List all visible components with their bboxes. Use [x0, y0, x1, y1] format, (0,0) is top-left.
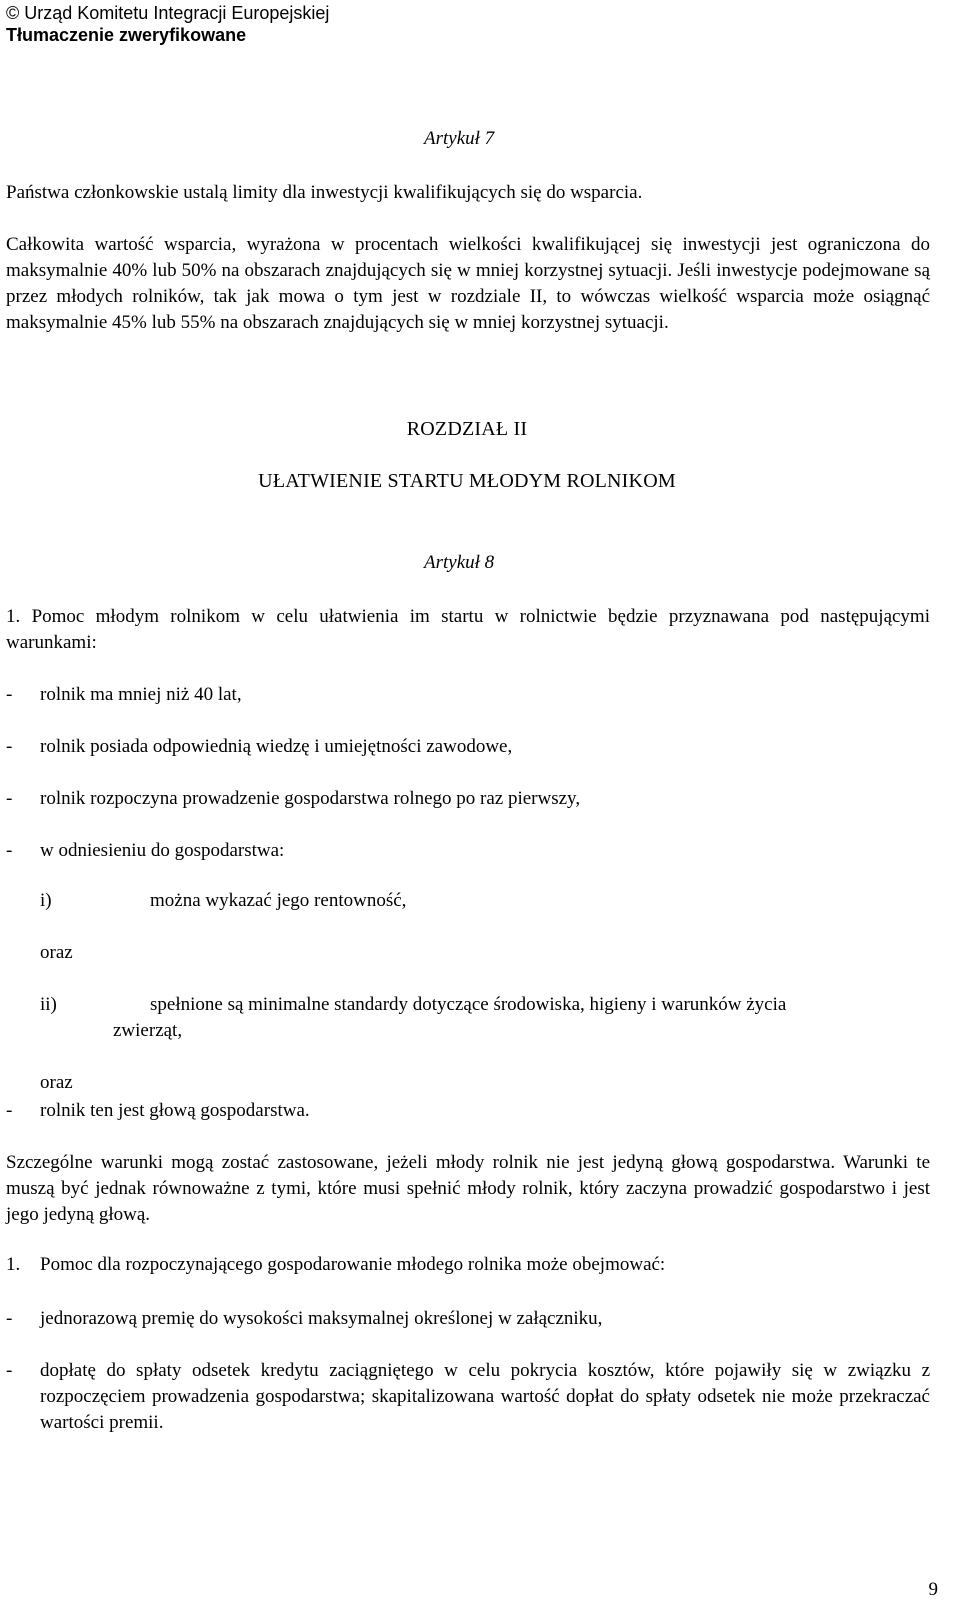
- sub-item-ii-text-line-2: zwierząt,: [113, 1020, 183, 1041]
- article-7-paragraph-1: Państwa członkowskie ustalą limity dla inwestycji kwalifikujących się do wsparcia.: [6, 182, 643, 203]
- dash-marker: -: [6, 788, 13, 809]
- dash-marker: -: [6, 736, 13, 757]
- point-text: Pomoc dla rozpoczynającego gospodarowanie młodego rolnika może obejmować:: [40, 1254, 666, 1275]
- article-8-title: Artykuł 8: [424, 552, 495, 573]
- verified-translation-label: Tłumaczenie zweryfikowane: [6, 25, 247, 45]
- document-header: [6, 2, 329, 46]
- condition-text: w odniesieniu do gospodarstwa:: [40, 840, 285, 861]
- condition-text: rolnik ma mniej niż 40 lat,: [40, 684, 242, 705]
- support-item-premium: [6, 1306, 930, 1332]
- dash-marker: -: [6, 1100, 13, 1121]
- oraz-connector-1: oraz: [40, 942, 73, 963]
- condition-text: rolnik ten jest głową gospodarstwa.: [40, 1100, 310, 1121]
- sub-item-i-text: można wykazać jego rentowność,: [150, 890, 407, 911]
- condition-item-age: [6, 682, 930, 708]
- copyright-line: © Urząd Komitetu Integracji Europejskiej: [6, 3, 330, 23]
- condition-text: rolnik posiada odpowiednią wiedzę i umiejętności zawodowe,: [40, 736, 513, 757]
- chapter-number: ROZDZIAŁ II: [406, 418, 528, 440]
- sub-item-i-marker: i): [40, 890, 52, 911]
- article-8-intro: 1. Pomoc młodym rolnikom w celu ułatwienia im startu w rolnictwie będzie przyznawana pod następującymi warunkami:: [6, 606, 930, 653]
- article-7-title: Artykuł 7: [424, 128, 495, 149]
- condition-item-farm: [6, 838, 930, 864]
- support-text: jednorazową premię do wysokości maksymalnej określonej w załączniku,: [40, 1308, 603, 1329]
- condition-item-skills: [6, 734, 930, 760]
- oraz-connector-2: oraz: [40, 1072, 73, 1093]
- support-item-interest-subsidy: [6, 1358, 930, 1436]
- sub-item-ii-text-line-1: spełnione są minimalne standardy dotyczące środowiska, higieny i warunków życia: [150, 994, 787, 1015]
- dash-marker: -: [6, 1360, 13, 1381]
- condition-item-head-of-farm: [6, 1098, 930, 1124]
- point-number: 1.: [6, 1254, 21, 1275]
- support-text: dopłatę do spłaty odsetek kredytu zaciągniętego w celu pokrycia kosztów, które pojawiły się w związku z rozpoczęciem prowadzenia gospodarstwa; skapitalizowana wartość dopłat do spłaty odsetek nie może przekraczać wartości premii.: [40, 1360, 930, 1433]
- sub-item-ii-marker: ii): [40, 994, 57, 1015]
- page-number: 9: [928, 1579, 938, 1600]
- condition-text: rolnik rozpoczyna prowadzenie gospodarstwa rolnego po raz pierwszy,: [40, 788, 581, 809]
- article-7-paragraph-2: Całkowita wartość wsparcia, wyrażona w procentach wielkości kwalifikującej się inwestycji jest ograniczona do maksymalnie 40% lub 50% na obszarach znajdujących się w mniej korzystnej sytuacji. Jeśli inwestycje podejmowane są przez młodych rolników, tak jak mowa o tym jest w rozdziale II, to wówczas wielkość wsparcia może osiągnąć maksymalnie 45% lub 55% na obszarach znajdujących się w mniej korzystnej sytuacji.: [6, 234, 930, 333]
- special-conditions-paragraph: Szczególne warunki mogą zostać zastosowane, jeżeli młody rolnik nie jest jedyną głową gospodarstwa. Warunki te muszą być jednak równoważne z tymi, które musi spełnić młody rolnik, który zaczyna prowadzić gospodarstwo i jest jego jedyną głową.: [6, 1152, 930, 1225]
- chapter-title: UŁATWIENIE STARTU MŁODYM ROLNIKOM: [258, 470, 676, 492]
- dash-marker: -: [6, 684, 13, 705]
- dash-marker: -: [6, 1308, 13, 1329]
- condition-item-first-time: [6, 786, 930, 812]
- dash-marker: -: [6, 840, 13, 861]
